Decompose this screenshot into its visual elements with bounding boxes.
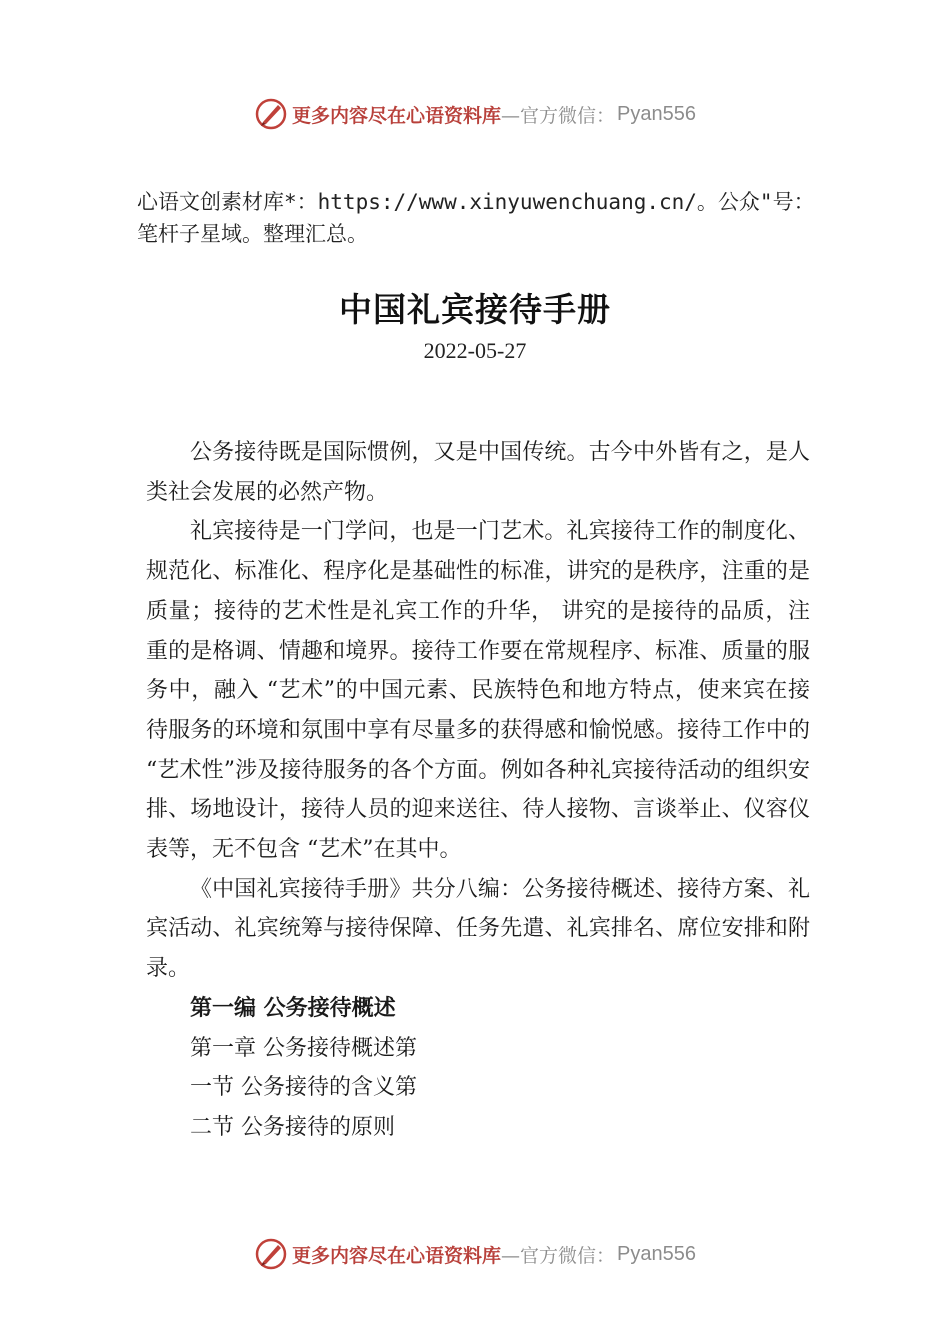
banner-text-wechat-id: Pyan556: [617, 102, 696, 125]
document-date: 2022-05-27: [423, 338, 527, 363]
toc-line: 第一章 公务接待概述第: [190, 1035, 417, 1061]
section-heading: 第一编 公务接待概述: [190, 995, 396, 1021]
document-title: 中国礼宾接待手册: [339, 290, 611, 329]
paragraph-art: 礼宾接待是一门学问，也是一门艺术。礼宾接待工作的制度化、规范化、标准化、程序化是基础性的标准，讲究的是秩序，注重的是质量；接待的艺术性是礼宾工作的升华， 讲究的是接待的品质，注重的是格调、情趣和境界。接待工作要在常规程序、标准、质量的服务中，融入 “艺术”的中国元素、民族特色和地方特点，使来宾在接待服务的环境和氛围中享有尽量多的获得感和愉悦感。接待工作中的 “艺术性”涉及接待服务的各个方面。例如各种礼宾接待活动的组织安排、场地设计，接待人员的迎来送往、待人接物、言谈举止、仪容仪表等，无不包含 “艺术”在其中。: [146, 519, 810, 863]
footer-banner: [0, 1234, 950, 1274]
banner-text-wechat-label: —官方微信：: [501, 1244, 616, 1267]
document-body: [146, 433, 810, 1148]
banner-text-wechat-id: Pyan556: [617, 1242, 696, 1265]
banner-text-main: 更多内容尽在心语资料库: [292, 104, 502, 127]
source-note: 心语文创素材库*：https://www.xinyuwenchuang.cn/。公众"号：笔杆子星域。整理汇总。: [137, 190, 815, 246]
quill-logo-icon: [254, 1237, 288, 1271]
paragraph-intro: 公务接待既是国际惯例，又是中国传统。古今中外皆有之，是人类社会发展的必然产物。: [146, 440, 810, 505]
banner-text-wechat-label: —官方微信：: [501, 104, 616, 127]
toc-line: 一节 公务接待的含义第: [190, 1075, 417, 1101]
quill-logo-icon: [254, 97, 288, 131]
paragraph-outline: 《中国礼宾接待手册》共分八编：公务接待概述、接待方案、礼宾活动、礼宾统筹与接待保障、任务先遣、礼宾排名、席位安排和附录。: [146, 876, 810, 982]
header-banner: [0, 94, 950, 134]
toc-line: 二节 公务接待的原则: [190, 1114, 395, 1140]
banner-text-main: 更多内容尽在心语资料库: [292, 1244, 502, 1267]
